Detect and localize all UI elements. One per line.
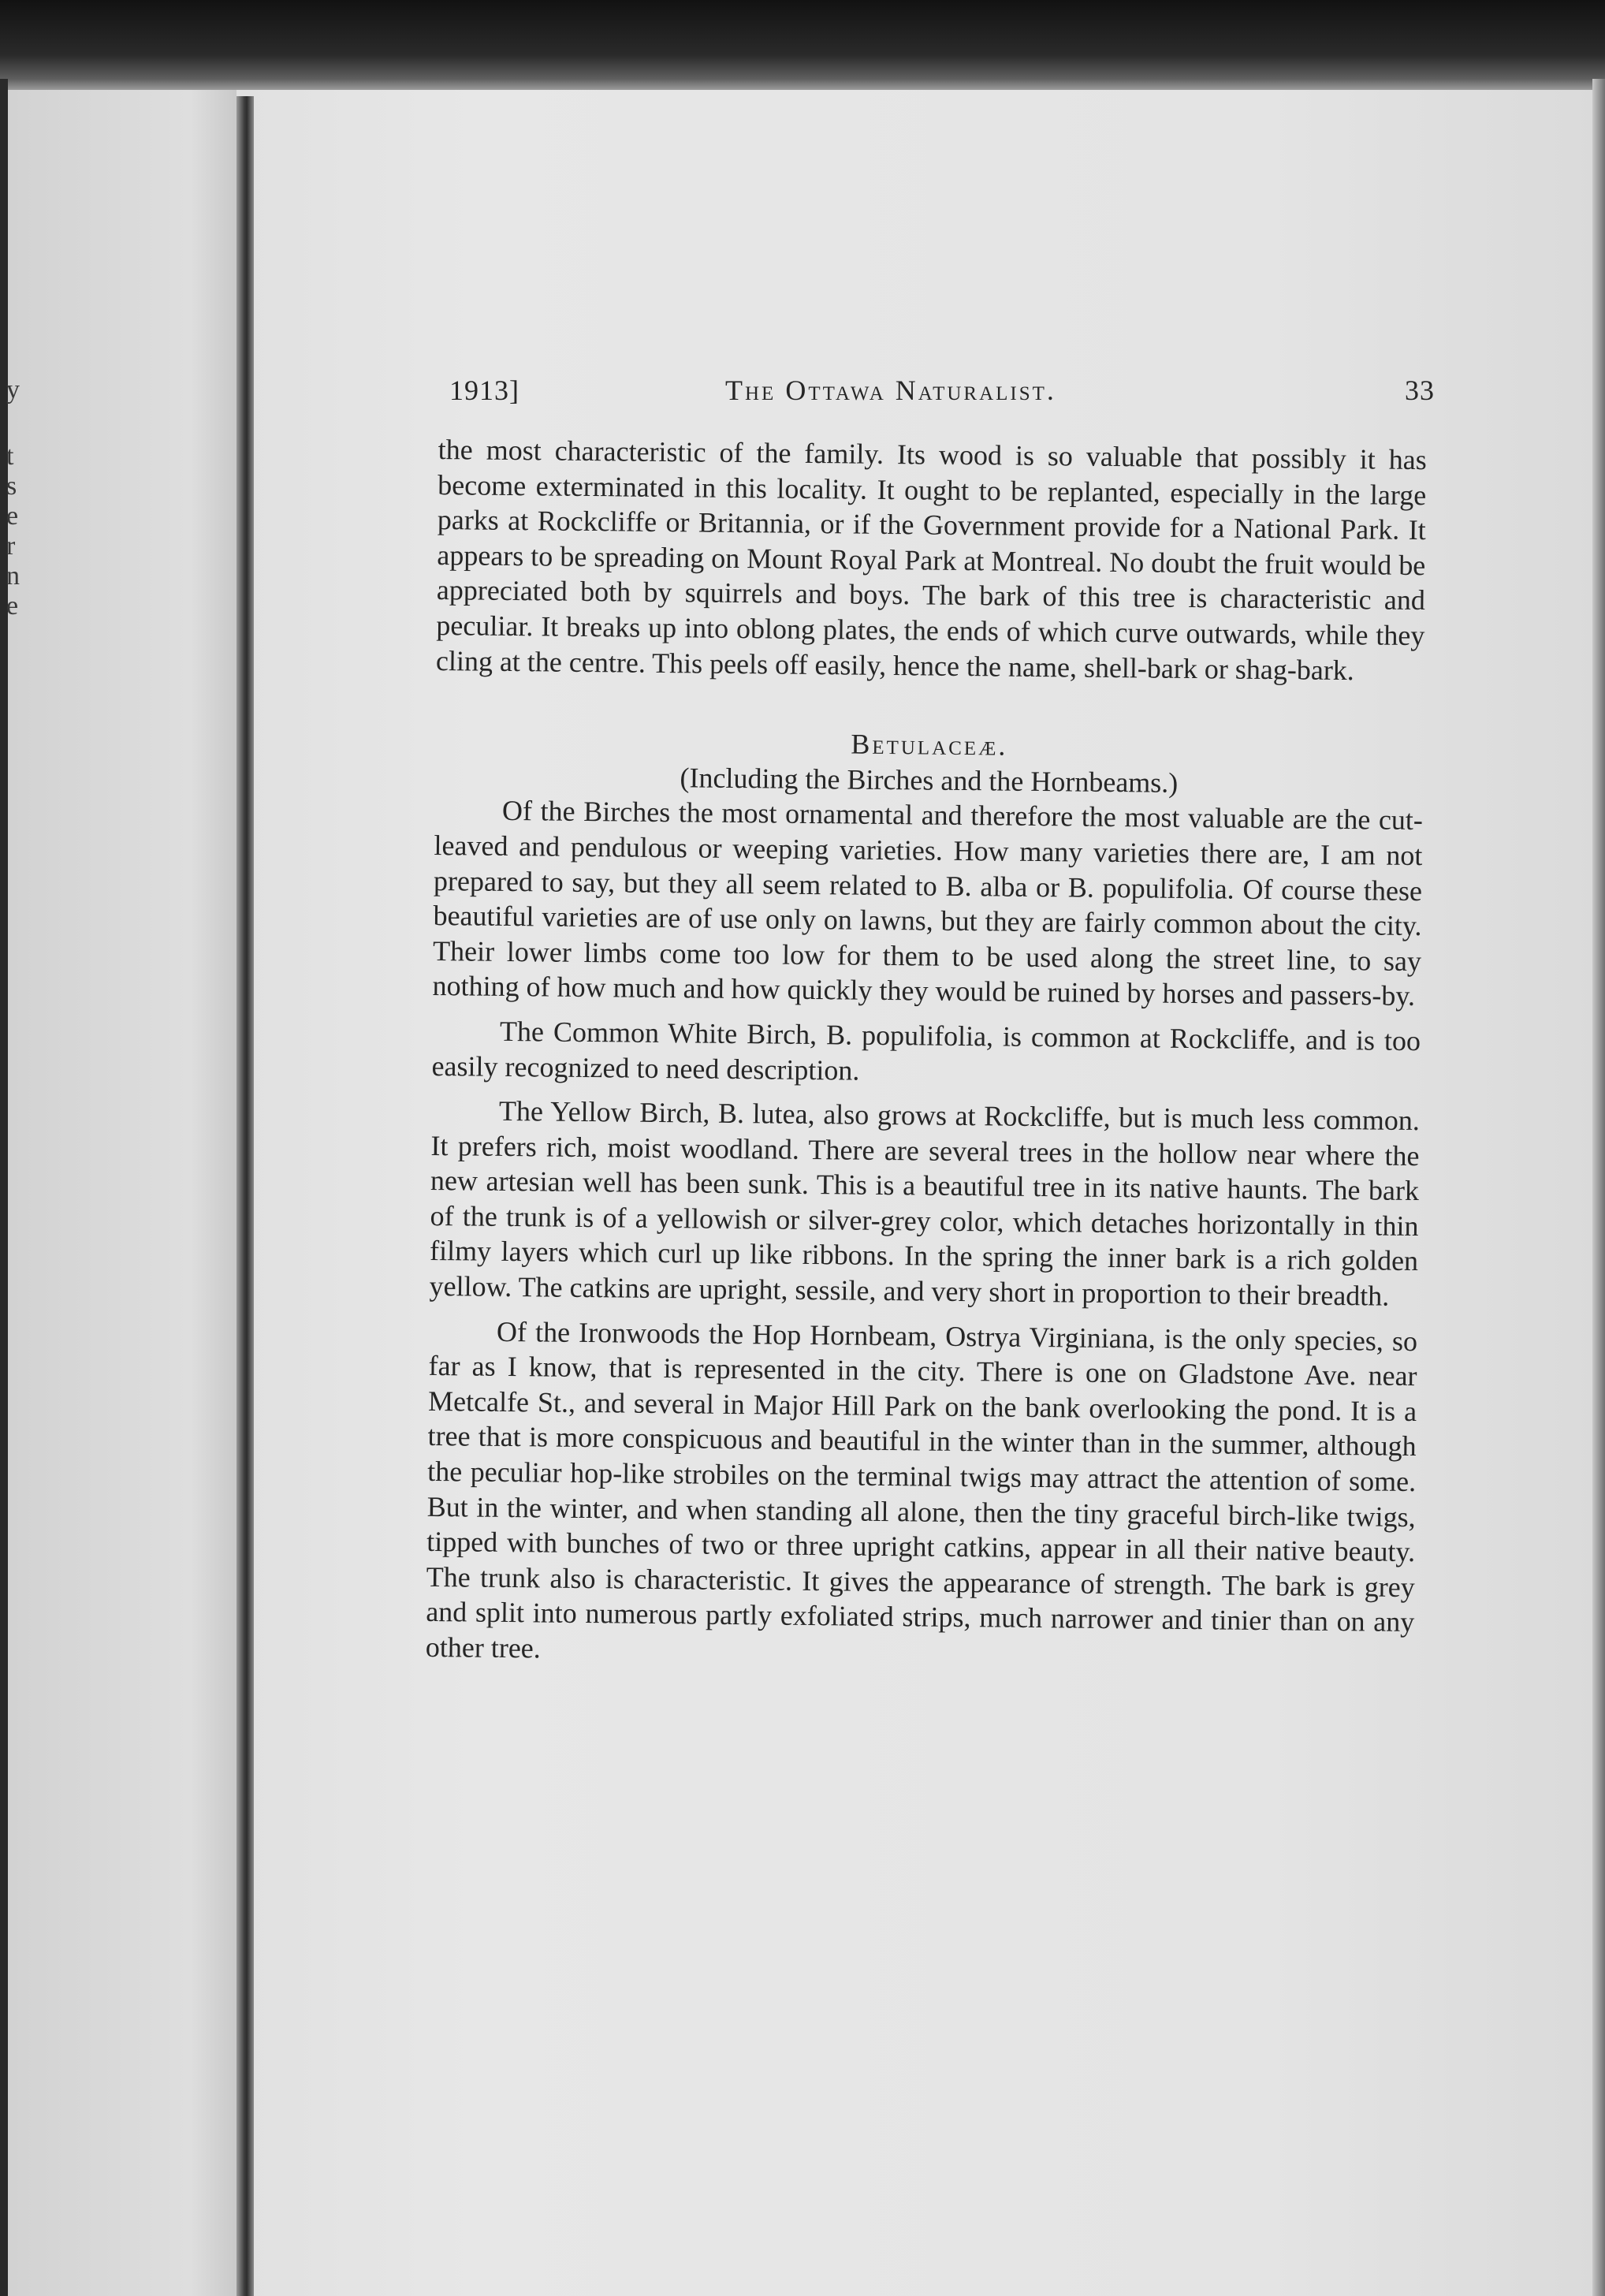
fragment-letter: s — [6, 472, 17, 501]
facing-page-text-fragment — [6, 375, 38, 621]
book-gutter — [236, 96, 254, 2296]
header-journal-title: The Ottawa Naturalist. — [725, 375, 1056, 406]
header-page-number: 33 — [1405, 375, 1435, 406]
fragment-letter: e — [6, 591, 19, 621]
scan-right-edge — [1592, 79, 1605, 2296]
section-subheading: (Including the Birches and the Hornbeams.) — [680, 761, 1179, 799]
header-year: 1913] — [449, 375, 519, 406]
paragraph-hickory-continuation: the most characteristic of the family. Its wood is so valuable that possibly it has become exterminated in this locality. It ought to be replanted, especially in the large parks at Rockcliffe or Britannia, or if the Government provide for a National Park. It appears to be spreading on Mount Royal Park at Montreal. No doubt the fruit would be appreciated both by squirrels and boys. The bark of this tree is characteristic and peculiar. It breaks up into oblong plates, the ends of which curve outwards, while they cling at the centre. This peels off easily, hence the name, shell-bark or shag-bark. — [435, 433, 1427, 686]
section-heading: Betulaceæ. — [851, 728, 1008, 762]
paragraph-white-birch: The Common White Birch, B. populifolia, is common at Rockcliffe, and is too easily recognized to need description. — [431, 1015, 1421, 1086]
article-body — [426, 432, 1427, 1675]
fragment-letter: n — [6, 561, 20, 591]
scan-top-shadow — [0, 0, 1605, 90]
paragraph-yellow-birch: The Yellow Birch, B. lutea, also grows at Rockcliffe, but is much less common. It prefers rich, moist woodland. There are several trees in the hollow near where the new artesian well has been sunk. This is a beautiful tree in its native haunts. The bark of the trunk is of a yellowish or silver-grey color, which detaches horizontally in thin filmy layers which curl up like ribbons. In the spring the inner bark is a rich golden yellow. The catkins are upright, sessile, and very short in proportion to their breadth. — [429, 1094, 1421, 1312]
paragraph-hop-hornbeam: Of the Ironwoods the Hop Hornbeam, Ostrya Virginiana, is the only species, so far as I know, that is represented in the city. There is one on Gladstone Ave. near Metcalfe St., and several in Major Hill Park on the bank overlooking the pond. It is a tree that is more conspicuous and beautiful in the winter than in the summer, although the peculiar hop-like strobiles on the terminal twigs may attract the attention of some. But in the winter, and when standing all alone, then the tiny graceful birch-like twigs, tipped with bunches of two or three upright catkins, appear in all their native beauty. The trunk also is characteristic. It gives the appearance of strength. The bark is grey and split into numerous partly exfoliated strips, much narrower and tinier than on any other tree. — [425, 1315, 1418, 1664]
paragraph-birches: Of the Birches the most ornamental and therefore the most valuable are the cut-leaved and pendulous or weeping varieties. How many varieties there are, I am not prepared to say, but they all seem related to B. alba or B. populifolia. Of course these beautiful varieties are of use only on lawns, but they are fairly common about the city. Their lower limbs come too low for them to be used along the street line, to say nothing of how much and how quickly they would be ruined by horses and passers-by. — [432, 795, 1424, 1012]
fragment-letter: y — [6, 375, 20, 404]
fragment-letter: r — [6, 531, 16, 561]
running-header — [449, 374, 1435, 413]
fragment-letter: e — [6, 501, 19, 531]
fragment-letter: t — [6, 442, 14, 471]
facing-page-strip — [8, 90, 236, 2296]
